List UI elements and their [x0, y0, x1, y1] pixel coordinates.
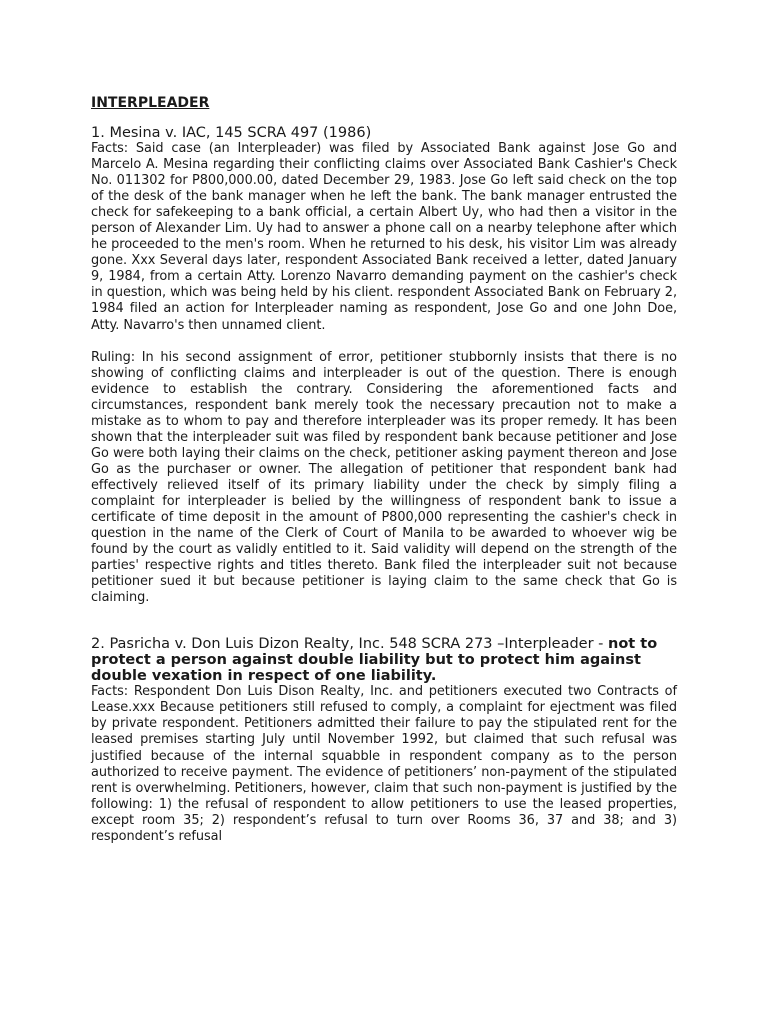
case-1-facts: Facts: Said case (an Interpleader) was filed by Associated Bank against Jose Go and Marcelo A. Mesina regarding their conflicting claims over Associated Bank Cashier's Check No. 011302 for P800,000.00, dated December 29, 1983. Jose Go left said check on the top of the desk of the bank manager when he left the bank. The bank manager entrusted the check for safekeeping to a bank official, a certain Albert Uy, who had then a visitor in the person of Alexander Lim. Uy had to answer a phone call on a nearby telephone after which he proceeded to the men's room. When he returned to his desk, his visitor Lim was already gone. Xxx Several days later, respondent Associated Bank received a letter, dated January 9, 1984, from a certain Atty. Lorenzo Navarro demanding payment on the cashier's check in question, which was being held by his client. respondent Associated Bank on February 2, 1984 filed an action for Interpleader naming as respondent, Jose Go and one John Doe, Atty. Navarro's then unnamed client.	[91, 141, 677, 333]
case-2-facts: Facts: Respondent Don Luis Dison Realty, Inc. and petitioners executed two Contracts of Lease.xxx Because petitioners still refused to comply, a complaint for ejectment was filed by private respondent. Petitioners admitted their failure to pay the stipulated rent for the leased premises starting July until November 1992, but claimed that such refusal was justified because of the internal squabble in respondent company as to the person authorized to receive payment. The evidence of petitioners’ non-payment of the stipulated rent is overwhelming. Petitioners, however, claim that such non-payment is justified by the following: 1) the refusal of respondent to allow petitioners to use the leased properties, except room 35; 2) respondent’s refusal to turn over Rooms 36, 37 and 38; and 3) respondent’s refusal	[91, 684, 677, 844]
case-1-ruling: Ruling: In his second assignment of error, petitioner stubbornly insists that there is no showing of conflicting claims and interpleader is out of the question. There is enough evidence to establish the contrary. Considering the aforementioned facts and circumstances, respondent bank merely took the necessary precaution not to make a mistake as to whom to pay and therefore interpleader was its proper remedy. It has been shown that the interpleader suit was filed by respondent bank because petitioner and Jose Go were both laying their claims on the check, petitioner asking payment thereon and Jose Go as the purchaser or owner. The allegation of petitioner that respondent bank had effectively relieved itself of its primary liability under the check by simply filing a complaint for interpleader is belied by the willingness of respondent bank to issue a certificate of time deposit in the amount of P800,000 representing the cashier's check in question in the name of the Clerk of Court of Manila to be awarded to whoever wig be found by the court as validly entitled to it. Said validity will depend on the strength of the parties' respective rights and titles thereto. Bank filed the interpleader suit not because petitioner sued it but because petitioner is laying claim to the same check that Go is claiming.	[91, 349, 677, 606]
paragraph-spacer	[91, 334, 677, 350]
case-1-heading: 1. Mesina v. IAC, 145 SCRA 497 (1986)	[91, 125, 372, 141]
case-2-heading-text: 2. Pasricha v. Don Luis Dizon Realty, Inc. 548 SCRA 273 –Interpleader -	[91, 636, 608, 653]
section-spacer	[91, 606, 677, 636]
case-2-heading	[91, 636, 677, 684]
document-page	[91, 94, 677, 845]
case-2-heading-emphasis: not to protect a person against double liability but to protect him against double vexation in respect of one liability.	[91, 636, 658, 685]
document-title: INTERPLEADER	[91, 95, 210, 111]
